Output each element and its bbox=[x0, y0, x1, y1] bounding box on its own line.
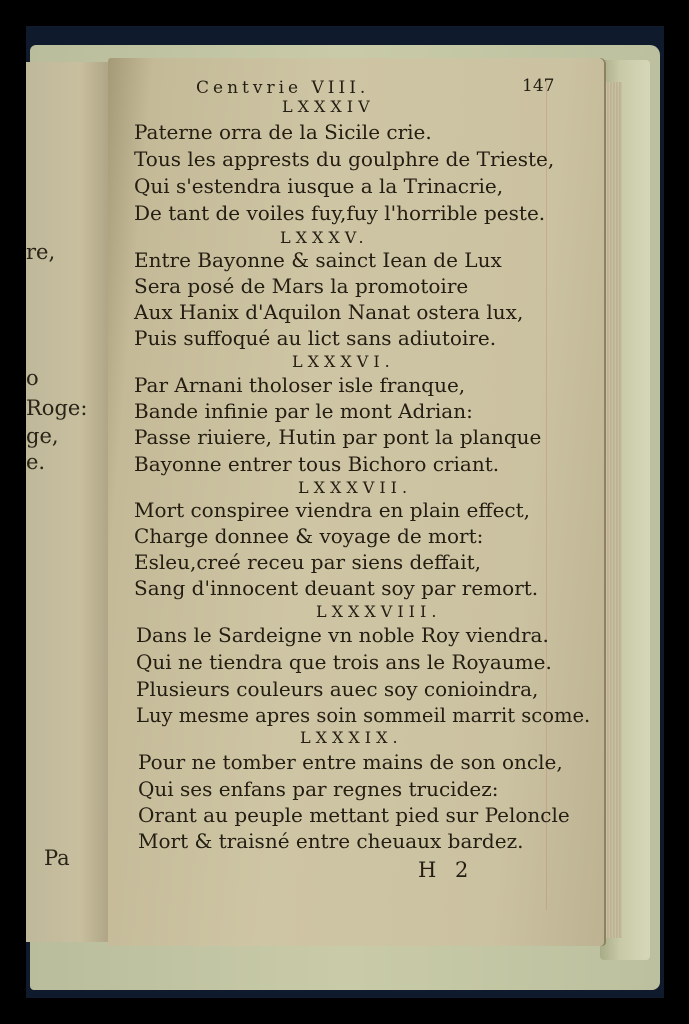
verse-line: Entre Bayonne & sainct Iean de Lux bbox=[134, 248, 502, 272]
verse-line: Orant au peuple mettant pied sur Peloncle bbox=[138, 803, 570, 827]
left-page-fragment: re, bbox=[26, 240, 56, 264]
left-page-fragment: ge, bbox=[26, 424, 59, 448]
verse-line: Tous les apprests du goulphre de Trieste, bbox=[134, 147, 555, 171]
verse-line: Sang d'innocent deuant soy par remort. bbox=[134, 576, 539, 600]
quatrain-numeral: LXXXIX. bbox=[300, 728, 403, 747]
verse-line: Puis suffoqué au lict sans adiutoire. bbox=[134, 326, 497, 350]
verse-line: Bande infinie par le mont Adrian: bbox=[134, 399, 473, 423]
quatrain-numeral: LXXXVII. bbox=[298, 478, 413, 497]
verse-line: De tant de voiles fuy,fuy l'horrible peste. bbox=[134, 201, 546, 225]
quatrain-numeral: LXXXVIII. bbox=[316, 602, 442, 621]
left-page-fragment: e. bbox=[26, 450, 46, 474]
verse-line: Sera posé de Mars la promotoire bbox=[134, 274, 469, 298]
verse-line: Dans le Sardeigne vn noble Roy viendra. bbox=[136, 623, 549, 647]
left-page-fragment: o bbox=[26, 366, 39, 390]
verse-line: Luy mesme apres soin sommeil marrit scome. bbox=[136, 703, 591, 727]
verse-line: Esleu,creé receu par siens deffait, bbox=[134, 550, 482, 574]
verse-line: Mort & traisné entre cheuaux bardez. bbox=[138, 829, 524, 853]
signature-mark: H 2 bbox=[418, 858, 475, 882]
left-page-catchword: Pa bbox=[44, 846, 70, 870]
verse-line: Charge donnee & voyage de mort: bbox=[134, 524, 484, 548]
verse-line: Qui s'estendra iusque a la Trinacrie, bbox=[134, 174, 504, 198]
quatrain-numeral: LXXXIV bbox=[282, 97, 375, 116]
page-number: 147 bbox=[522, 76, 555, 96]
verse-line: Aux Hanix d'Aquilon Nanat ostera lux, bbox=[134, 300, 524, 324]
verse-line: Qui ses enfans par regnes trucidez: bbox=[138, 777, 499, 801]
quatrain-numeral: LXXXVI. bbox=[292, 352, 395, 371]
verse-line: Passe riuiere, Hutin par pont la planque bbox=[134, 425, 542, 449]
verse-line: Par Arnani tholoser isle franque, bbox=[134, 373, 466, 397]
verse-line: Bayonne entrer tous Bichoro criant. bbox=[134, 452, 500, 476]
verse-line: Pour ne tomber entre mains de son oncle, bbox=[138, 750, 563, 774]
running-head: Centvrie VIII. bbox=[196, 78, 370, 98]
verse-line: Plusieurs couleurs auec soy conioindra, bbox=[136, 677, 539, 701]
left-page-fragment: Roge: bbox=[26, 396, 88, 420]
verse-line: Mort conspiree viendra en plain effect, bbox=[134, 498, 531, 522]
verse-line: Paterne orra de la Sicile crie. bbox=[134, 120, 432, 144]
quatrain-numeral: LXXXV. bbox=[280, 228, 369, 247]
verse-line: Qui ne tiendra que trois ans le Royaume. bbox=[136, 650, 552, 674]
